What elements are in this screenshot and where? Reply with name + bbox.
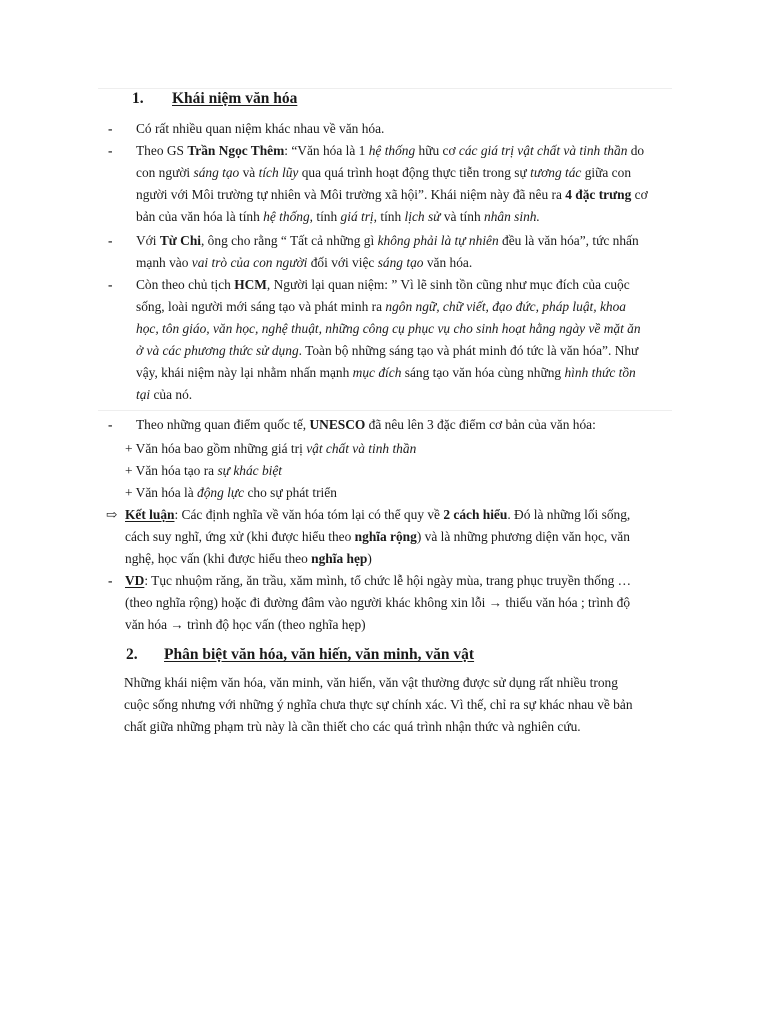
text-run: cách suy nghĩ, ứng xử (khi được hiểu theo — [125, 529, 355, 544]
text-run: đối với việc — [307, 255, 378, 270]
text-run: cuộc sống nhưng với những ý nghĩa chưa thực sự chính xác. Vì thế, chỉ ra sự khác nhau về bản — [124, 697, 633, 712]
text-line — [124, 694, 670, 716]
text-line — [136, 340, 670, 362]
text-run: và tính — [440, 209, 485, 224]
text-line — [136, 414, 670, 436]
text-run: : Tục nhuộm răng, ăn trầu, xăm mình, tổ chức lễ hội ngày mùa, trang phục truyền thống … — [144, 573, 632, 588]
text-run: cho sự phát triển — [244, 485, 337, 500]
text-run: mạnh vào — [136, 255, 192, 270]
text-run: Theo những quan điểm quốc tế, — [136, 417, 310, 432]
text-line — [136, 162, 670, 184]
text-run: HCM — [234, 277, 267, 292]
text-run: học, tôn giáo, văn học, nghệ thuật, những công cụ phục vụ cho sinh hoạt hằng ngày về mặt ăn — [136, 321, 641, 336]
text-run: . Đó là những lối sống, — [507, 507, 631, 522]
text-run: động lực — [197, 485, 245, 500]
section-2-paragraph — [124, 672, 670, 738]
text-run: sáng tạo — [377, 255, 424, 270]
text-run: ) — [367, 551, 372, 566]
text-run: ) và là những phương diện văn học, văn — [416, 529, 630, 544]
text-run: 2 cách hiểu — [443, 507, 508, 522]
text-line — [136, 296, 670, 318]
text-run: vai trò của con người — [191, 255, 308, 270]
text-run: văn hóa → trình độ học vấn (theo nghĩa hẹp) — [125, 617, 366, 632]
section-1-heading — [132, 88, 532, 110]
text-run: lịch sử — [404, 209, 441, 224]
text-run: giữa con — [581, 165, 632, 180]
text-run: , tính — [373, 209, 405, 224]
text-line — [136, 118, 670, 140]
text-run: người với Môi trường tự nhiên và Môi trường xã hội”. Khái niệm này đã nêu ra — [136, 187, 566, 202]
bullet-marker: - — [108, 277, 113, 292]
text-run: ngôn ngữ, chữ viết, đạo đức, pháp luật, khoa — [385, 299, 626, 314]
text-run: . Toàn bộ những sáng tạo và phát minh đó tức là văn hóa”. Như — [298, 343, 639, 358]
bullet-marker: - — [108, 417, 113, 432]
text-line — [125, 614, 670, 636]
text-run: và — [239, 165, 259, 180]
section-1-title: Khái niệm văn hóa — [172, 90, 298, 107]
text-run: UNESCO — [309, 417, 366, 432]
text-run: Kết luận — [125, 507, 175, 522]
bullet-marker: - — [108, 233, 113, 248]
bullet-text — [136, 118, 670, 140]
section-1-number: 1. — [132, 90, 144, 107]
text-line — [136, 140, 670, 162]
bullet-text — [136, 274, 670, 406]
example-text — [125, 570, 670, 636]
text-run: VD — [125, 573, 145, 588]
text-line — [125, 592, 670, 614]
text-run: văn hóa. — [423, 255, 473, 270]
text-run: của nó. — [150, 387, 193, 402]
text-run: + Văn hóa là — [125, 485, 198, 500]
text-run: sự khác biệt — [217, 463, 283, 478]
text-line — [136, 384, 670, 406]
text-run: Từ Chi — [159, 233, 201, 248]
text-run: , ông cho rằng “ Tất cả những gì — [200, 233, 378, 248]
text-run: , Người lại quan niệm: ” Vì lẽ sinh tồn cũng như mục đích của cuộc — [266, 277, 630, 292]
unesco-subitem — [125, 460, 282, 482]
text-line — [125, 526, 670, 548]
text-run: qua quá trình hoạt động thực tiễn trong sự — [298, 165, 531, 180]
text-run: sống, loài người mới sáng tạo và phát minh ra — [136, 299, 386, 314]
arrow-right-icon: ⇨ — [106, 507, 118, 522]
text-run: nghệ, học vấn (khi được hiểu theo — [125, 551, 312, 566]
conclusion-text — [125, 504, 670, 570]
text-run: không phải là tự nhiên — [377, 233, 499, 248]
text-line — [136, 184, 670, 206]
unesco-subitem — [125, 482, 337, 504]
section-2-title: Phân biệt văn hóa, văn hiến, văn minh, văn vật — [164, 646, 475, 663]
text-run: hình thức tồn — [564, 365, 636, 380]
unesco-text — [136, 414, 670, 436]
text-run: hệ thống — [263, 209, 310, 224]
section-2-number: 2. — [126, 646, 138, 663]
text-line — [136, 206, 670, 228]
text-run: Những khái niệm văn hóa, văn minh, văn hiến, văn vật thường được sử dụng rất nhiều trong — [124, 675, 618, 690]
text-run: ở và các phương thức sử dụng — [136, 343, 299, 358]
text-run: do — [627, 143, 645, 158]
text-line — [136, 230, 670, 252]
text-run: đã nêu lên 3 đặc điểm cơ bản của văn hóa: — [365, 417, 596, 432]
text-run: Còn theo chủ tịch — [136, 277, 235, 292]
text-run: 4 đặc trưng — [565, 187, 632, 202]
text-run: giá trị — [340, 209, 374, 224]
text-run: + Văn hóa tạo ra — [125, 463, 218, 478]
text-run: Trần Ngọc Thêm — [187, 143, 285, 158]
text-line — [136, 318, 670, 340]
bullet-marker: - — [108, 121, 113, 136]
text-run: Với — [136, 233, 160, 248]
bullet-text — [136, 230, 670, 274]
text-run: : “Văn hóa là 1 — [284, 143, 369, 158]
text-line — [124, 716, 670, 738]
section-2-heading — [126, 644, 546, 666]
text-run: + Văn hóa bao gồm những giá trị — [125, 441, 307, 456]
text-run: hệ thống — [368, 143, 416, 158]
text-run: vậy, khái niệm này lại nhằm nhấn mạnh — [136, 365, 353, 380]
text-run: sáng tạo văn hóa cùng những — [401, 365, 565, 380]
bullet-text — [136, 140, 670, 228]
bullet-marker: - — [108, 573, 113, 588]
text-line — [136, 252, 670, 274]
text-run: vật chất và tinh thần — [306, 441, 417, 456]
text-run: mục đích — [352, 365, 402, 380]
text-line — [136, 274, 670, 296]
bullet-marker: - — [108, 143, 113, 158]
text-line — [125, 548, 670, 570]
text-run: các giá trị vật chất và tinh thần — [458, 143, 628, 158]
text-run: chất giữa những phạm trù này là cần thiết cho các quá trình nhận thức và nghiên cứu. — [124, 719, 581, 734]
text-run: tích lũy — [258, 165, 299, 180]
text-run: nhân sinh. — [484, 209, 540, 224]
text-run: đều là văn hóa”, tức nhấn — [498, 233, 639, 248]
unesco-subitem — [125, 438, 416, 460]
text-run: tại — [136, 387, 151, 402]
text-run: cơ — [631, 187, 648, 202]
text-line — [124, 672, 670, 694]
text-run: nghĩa hẹp — [311, 551, 368, 566]
mid-divider — [98, 410, 672, 411]
text-run: tương tác — [530, 165, 582, 180]
text-run: sáng tạo — [193, 165, 240, 180]
text-run: hữu cơ — [415, 143, 459, 158]
text-line — [136, 362, 670, 384]
text-run: (theo nghĩa rộng) hoặc đi đường đâm vào người khác không xin lỗi → thiếu văn hóa ; trình độ — [125, 595, 631, 610]
text-run: Theo GS — [136, 143, 188, 158]
text-run: bản của văn hóa là tính — [136, 209, 264, 224]
text-run: , tính — [309, 209, 341, 224]
text-run: nghĩa rộng — [354, 529, 417, 544]
text-run: con người — [136, 165, 194, 180]
text-line — [125, 570, 670, 592]
text-line — [125, 504, 670, 526]
text-run: Có rất nhiều quan niệm khác nhau về văn hóa. — [136, 121, 385, 136]
text-run: : Các định nghĩa về văn hóa tóm lại có thể quy về — [174, 507, 444, 522]
